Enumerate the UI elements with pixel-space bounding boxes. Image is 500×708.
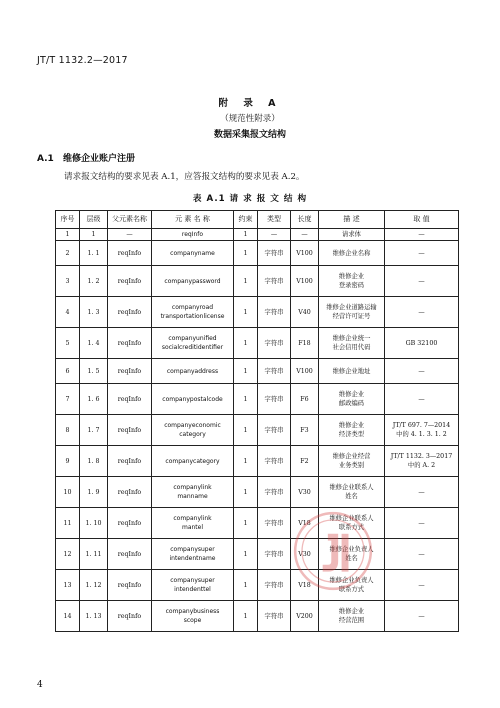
table-row bbox=[56, 539, 459, 570]
table-cell: 字符串 bbox=[258, 328, 291, 359]
table-cell: 维修企业名称 bbox=[319, 241, 385, 266]
table-cell: — bbox=[291, 229, 319, 241]
table-cell: F6 bbox=[291, 384, 319, 415]
table-cell: companylink mantel bbox=[152, 508, 234, 539]
table-row bbox=[56, 508, 459, 539]
table-cell: 字符串 bbox=[258, 266, 291, 297]
table-row bbox=[56, 415, 459, 446]
page-number: 4 bbox=[37, 680, 43, 690]
table-cell: 1. 2 bbox=[80, 266, 108, 297]
table-cell: 9 bbox=[56, 446, 80, 477]
table-cell: companycategory bbox=[152, 446, 234, 477]
table-cell: 3 bbox=[56, 266, 80, 297]
table-row bbox=[56, 570, 459, 601]
column-header: 父元素名称 bbox=[108, 211, 152, 229]
table-cell: reqInfo bbox=[108, 446, 152, 477]
table-cell: 1. 10 bbox=[80, 508, 108, 539]
table-cell: 1 bbox=[234, 229, 258, 241]
table-cell: 1 bbox=[234, 601, 258, 632]
section-paragraph: 请求报文结构的要求见表 A.1，应答报文结构的要求见表 A.2。 bbox=[64, 172, 305, 182]
table-cell: F18 bbox=[291, 328, 319, 359]
table-cell: reqInfo bbox=[108, 384, 152, 415]
table-cell: 1 bbox=[234, 539, 258, 570]
table-cell: companyunified socialcreditidentifier bbox=[152, 328, 234, 359]
table-cell: V100 bbox=[291, 359, 319, 384]
table-cell: — bbox=[385, 477, 459, 508]
table-cell: reqInfo bbox=[152, 229, 234, 241]
table-cell: reqInfo bbox=[108, 359, 152, 384]
table-cell: V18 bbox=[291, 570, 319, 601]
table-cell: 1 bbox=[234, 415, 258, 446]
table-cell: reqInfo bbox=[108, 539, 152, 570]
section-heading bbox=[37, 151, 135, 164]
table-cell: reqInfo bbox=[108, 508, 152, 539]
column-header: 层级 bbox=[80, 211, 108, 229]
table-cell: 10 bbox=[56, 477, 80, 508]
table-cell: 请求体 bbox=[319, 229, 385, 241]
table-cell: — bbox=[385, 570, 459, 601]
table-cell: 维修企业统一 社会信用代码 bbox=[319, 328, 385, 359]
table-cell: 1. 7 bbox=[80, 415, 108, 446]
column-header: 约束 bbox=[234, 211, 258, 229]
table-cell: 1. 12 bbox=[80, 570, 108, 601]
table-cell: 1 bbox=[80, 229, 108, 241]
column-header: 长度 bbox=[291, 211, 319, 229]
table-cell: reqInfo bbox=[108, 570, 152, 601]
table-cell: companyaddress bbox=[152, 359, 234, 384]
table-cell: 字符串 bbox=[258, 477, 291, 508]
table-cell: V18 bbox=[291, 508, 319, 539]
table-cell: 1 bbox=[234, 328, 258, 359]
table-cell: 1. 5 bbox=[80, 359, 108, 384]
table-cell: reqInfo bbox=[108, 601, 152, 632]
table-cell: JT/T 697. 7—2014 中的 4. 1. 3. 1. 2 bbox=[385, 415, 459, 446]
table-body bbox=[56, 229, 459, 632]
table-cell: — bbox=[385, 241, 459, 266]
table-cell: companylink manname bbox=[152, 477, 234, 508]
table-cell: 1. 9 bbox=[80, 477, 108, 508]
table-cell: 维修企业 登录密码 bbox=[319, 266, 385, 297]
table-row bbox=[56, 266, 459, 297]
table-cell: 维修企业负责人 姓名 bbox=[319, 539, 385, 570]
table-cell: 1. 11 bbox=[80, 539, 108, 570]
table-cell: V30 bbox=[291, 477, 319, 508]
table-cell: 字符串 bbox=[258, 297, 291, 328]
table-cell: 维修企业 邮政编码 bbox=[319, 384, 385, 415]
table-cell: 1 bbox=[234, 359, 258, 384]
table-cell: — bbox=[385, 601, 459, 632]
column-header: 序号 bbox=[56, 211, 80, 229]
table-caption: 表 A.1 请 求 报 文 结 构 bbox=[192, 194, 308, 204]
table-cell: 7 bbox=[56, 384, 80, 415]
table-cell: — bbox=[385, 539, 459, 570]
table-cell: reqInfo bbox=[108, 241, 152, 266]
table-header-row bbox=[56, 211, 459, 229]
table-cell: 字符串 bbox=[258, 601, 291, 632]
table-cell: 14 bbox=[56, 601, 80, 632]
table-cell: GB 32100 bbox=[385, 328, 459, 359]
table-cell: 1 bbox=[234, 241, 258, 266]
table-cell: 1 bbox=[234, 384, 258, 415]
column-header: 类型 bbox=[258, 211, 291, 229]
column-header: 描 述 bbox=[319, 211, 385, 229]
table-cell: 5 bbox=[56, 328, 80, 359]
table-row bbox=[56, 446, 459, 477]
table-cell: reqInfo bbox=[108, 477, 152, 508]
table-row bbox=[56, 384, 459, 415]
table-row bbox=[56, 601, 459, 632]
table-cell: 1. 6 bbox=[80, 384, 108, 415]
table-cell: 1 bbox=[234, 508, 258, 539]
table-cell: 6 bbox=[56, 359, 80, 384]
table-cell: 字符串 bbox=[258, 446, 291, 477]
table-cell: — bbox=[385, 359, 459, 384]
table-cell: companybusiness scope bbox=[152, 601, 234, 632]
table-cell: 维修企业 经济类型 bbox=[319, 415, 385, 446]
table-cell: 字符串 bbox=[258, 241, 291, 266]
table-cell: 1 bbox=[234, 477, 258, 508]
table-cell: companysuper intendenttel bbox=[152, 570, 234, 601]
table-row bbox=[56, 241, 459, 266]
table-cell: companyroad transportationlicense bbox=[152, 297, 234, 328]
table-cell: reqInfo bbox=[108, 415, 152, 446]
table-cell: JT/T 1132. 3—2017 中的 A. 2 bbox=[385, 446, 459, 477]
table-cell: reqInfo bbox=[108, 297, 152, 328]
standard-code: JT/T 1132.2—2017 bbox=[37, 55, 128, 66]
table-cell: 字符串 bbox=[258, 570, 291, 601]
section-title: 维修企业账户注册 bbox=[63, 154, 136, 164]
table-cell: 维修企业道路运输 经营许可证号 bbox=[319, 297, 385, 328]
table-cell: 1. 13 bbox=[80, 601, 108, 632]
table-cell: — bbox=[385, 384, 459, 415]
table-cell: 1. 1 bbox=[80, 241, 108, 266]
table-cell: — bbox=[258, 229, 291, 241]
table-cell: V100 bbox=[291, 241, 319, 266]
table-cell: companyname bbox=[152, 241, 234, 266]
table-cell: — bbox=[385, 297, 459, 328]
table-cell: 维修企业经营 业务类别 bbox=[319, 446, 385, 477]
table-cell: 1 bbox=[234, 446, 258, 477]
table-cell: 1. 8 bbox=[80, 446, 108, 477]
table-cell: 字符串 bbox=[258, 539, 291, 570]
table-cell: — bbox=[385, 266, 459, 297]
table-row bbox=[56, 229, 459, 241]
column-header: 取 值 bbox=[385, 211, 459, 229]
table-cell: F2 bbox=[291, 446, 319, 477]
table-cell: 1 bbox=[234, 297, 258, 328]
table-cell: 字符串 bbox=[258, 384, 291, 415]
table-cell: — bbox=[385, 229, 459, 241]
request-message-table bbox=[55, 210, 459, 632]
table-cell: 字符串 bbox=[258, 415, 291, 446]
table-cell: 1. 3 bbox=[80, 297, 108, 328]
column-header: 元 素 名 称 bbox=[152, 211, 234, 229]
table-cell: 维修企业 经营范围 bbox=[319, 601, 385, 632]
section-number: A.1 bbox=[37, 154, 54, 164]
table-cell: 维修企业负责人 联系方式 bbox=[319, 570, 385, 601]
table-row bbox=[56, 328, 459, 359]
table-cell: 维修企业联系人 联系方式 bbox=[319, 508, 385, 539]
table-row bbox=[56, 359, 459, 384]
table-cell: 4 bbox=[56, 297, 80, 328]
table-cell: 字符串 bbox=[258, 359, 291, 384]
table-cell: V200 bbox=[291, 601, 319, 632]
appendix-title: 附 录 A bbox=[218, 98, 282, 109]
table-cell: 维修企业联系人 姓名 bbox=[319, 477, 385, 508]
table-cell: V100 bbox=[291, 266, 319, 297]
table-cell: V30 bbox=[291, 539, 319, 570]
appendix-name: 数据采集报文结构 bbox=[213, 130, 286, 140]
table-cell: — bbox=[385, 508, 459, 539]
table-cell: reqInfo bbox=[108, 328, 152, 359]
table-cell: companyeconomic category bbox=[152, 415, 234, 446]
appendix-type: （规范性附录） bbox=[220, 114, 280, 124]
table-cell: 13 bbox=[56, 570, 80, 601]
table-cell: 1 bbox=[56, 229, 80, 241]
table-cell: 2 bbox=[56, 241, 80, 266]
table-cell: companypostalcode bbox=[152, 384, 234, 415]
table-cell: F3 bbox=[291, 415, 319, 446]
table-cell: 1. 4 bbox=[80, 328, 108, 359]
table-cell: reqInfo bbox=[108, 266, 152, 297]
table-cell: — bbox=[108, 229, 152, 241]
table-cell: 11 bbox=[56, 508, 80, 539]
table-cell: 1 bbox=[234, 570, 258, 601]
table-cell: 维修企业地址 bbox=[319, 359, 385, 384]
table-row bbox=[56, 477, 459, 508]
table-cell: 12 bbox=[56, 539, 80, 570]
table-row bbox=[56, 297, 459, 328]
table-cell: companysuper intendentname bbox=[152, 539, 234, 570]
table-cell: 字符串 bbox=[258, 508, 291, 539]
table-cell: companypassword bbox=[152, 266, 234, 297]
table-cell: 1 bbox=[234, 266, 258, 297]
table-cell: 8 bbox=[56, 415, 80, 446]
table-cell: V40 bbox=[291, 297, 319, 328]
